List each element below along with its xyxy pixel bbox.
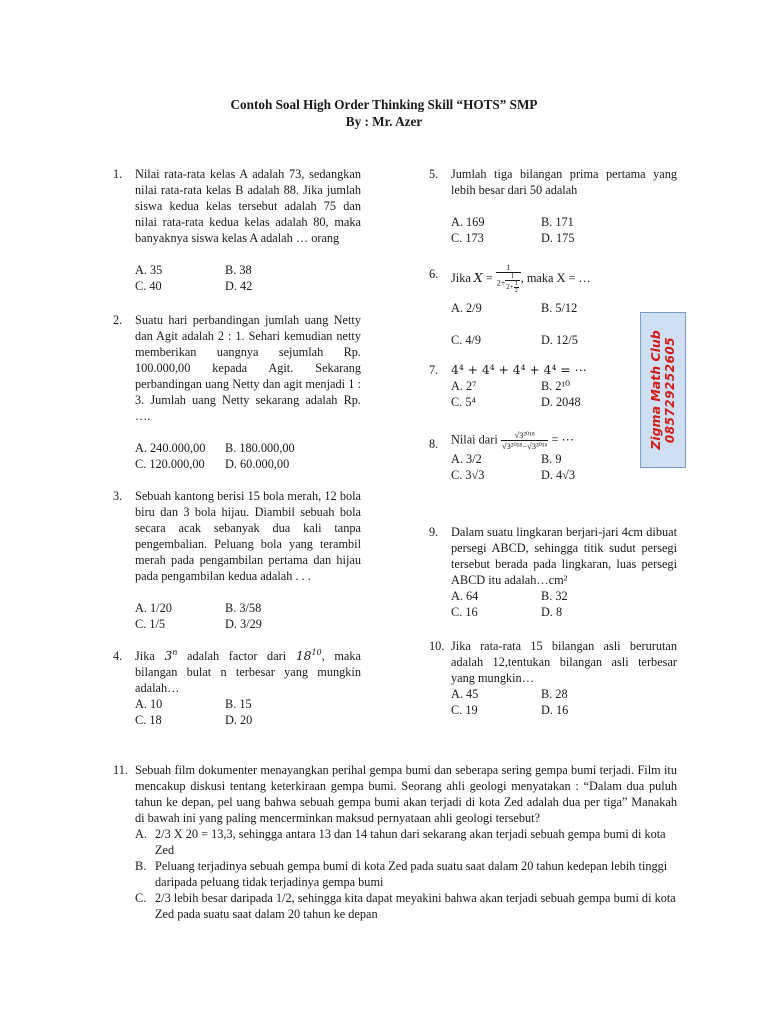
- option-a: A. 35: [135, 263, 163, 277]
- choice-text: 2/3 X 20 = 13,3, sehingga antara 13 dan 14 tahun dari sekarang akan terjadi sebuah gempa bumi di kota Zed: [155, 827, 666, 857]
- stamp-phone: 085729252605: [663, 336, 678, 444]
- power-3-n: 3$^n$: [164, 647, 178, 663]
- option-c: C. 5⁴: [451, 395, 476, 409]
- option-d: D. 8: [541, 605, 563, 619]
- question-number: 9.: [429, 525, 439, 539]
- option-a: A. 64: [451, 589, 479, 603]
- question-text: Sebuah film dokumenter menayangkan perihal gempa bumi dan seberapa sering gempa bumi terjadi. Film itu mencakup diskusi tentang keterkiraan gempa bumi. Seorang ahli geologi menyatakan : “Dalam dua puluh tahun ke depan, pel uang bahwa sebuah gempa bumi akan terjadi di kota Zed adalah dua per tiga” Manakah di bawah ini yang paling mencerminkan maksud pernyataan ahli geologi tersebut?: [135, 763, 677, 825]
- options: [135, 696, 361, 728]
- option-c: C. 16: [451, 605, 478, 619]
- question-1: [113, 166, 361, 294]
- question-4: [113, 648, 361, 728]
- options: [135, 600, 361, 632]
- options: [451, 378, 639, 410]
- option-c: C. 1/5: [135, 617, 166, 631]
- question-text: Suatu hari perbandingan jumlah uang Netty dan Agit adalah 2 : 1. Sehari kemudian netty memberikan uangnya sejumlah Rp. 100.000,00 kepada Agit. Sekarang perbandingan uang Netty dan agit menjadi 1 : 3. Jumlah uang Netty sekarang adalah Rp. ….: [135, 313, 361, 423]
- option-c: C. 4/9: [451, 333, 482, 347]
- question-number: 10.: [429, 639, 445, 653]
- question-number: 6.: [429, 267, 439, 281]
- option-c: C. 120.000,00: [135, 457, 205, 471]
- option-b: B. 32: [541, 589, 568, 603]
- question-text: Jika X = 1 2+ 1 2+ $\frac{1}{2}$ , maka X = …: [451, 263, 591, 294]
- option-a: A. 240.000,00: [135, 441, 206, 455]
- question-number: 5.: [429, 167, 439, 181]
- option-d: D. 12/5: [541, 333, 578, 347]
- question-6: [429, 264, 639, 348]
- power-18-10: $18^{10}$: [295, 647, 322, 663]
- question-number: 4.: [113, 649, 123, 663]
- question-text: Jumlah tiga bilangan prima pertama yang lebih besar dari 50 adalah: [451, 167, 677, 197]
- option-d: D. 175: [541, 231, 575, 245]
- options: [135, 440, 361, 472]
- option-c: C. 40: [135, 279, 162, 293]
- question-3: [113, 488, 361, 632]
- choice-label: A.: [135, 827, 147, 841]
- option-a: A. 45: [451, 687, 479, 701]
- option-a: A. 3/2: [451, 452, 482, 466]
- option-b: B. 180.000,00: [225, 441, 295, 455]
- option-b: B. 2¹⁰: [541, 379, 571, 393]
- question-text: Sebuah kantong berisi 15 bola merah, 12 bola biru dan 3 bola hijau. Diambil sebuah bola secara acak sebanyak dua kali tanpa pengembalian. Peluang bola yang terambil merah pada pengambilan pertama dan hijau pada pengambilan kedua adalah . . .: [135, 489, 361, 583]
- option-b: B. 171: [541, 215, 574, 229]
- question-5: [429, 166, 677, 246]
- question-text: Jika 3$^n$ adalah factor dari $18^{10}$, maka bilangan bulat n terbesar yang mungkin adalah…: [135, 647, 361, 695]
- option-c: C. 173: [451, 231, 484, 245]
- option-a: A. 10: [135, 697, 163, 711]
- option-b: B. 28: [541, 687, 568, 701]
- choice-a: [135, 826, 677, 858]
- options: [451, 686, 677, 718]
- option-b: B. 5/12: [541, 301, 578, 315]
- author-line: By : Mr. Azer: [345, 114, 423, 129]
- option-d: D. 16: [541, 703, 569, 717]
- choice-label: B.: [135, 859, 147, 873]
- option-d: D. 42: [225, 279, 253, 293]
- options: [135, 262, 361, 294]
- question-expression: 4⁴ + 4⁴ + 4⁴ + 4⁴ = ⋯: [451, 363, 587, 377]
- fraction: $\frac{\text{√3²⁰¹⁸}}{\text{√3²⁰¹⁸−√3²⁰¹⁶}}$: [501, 430, 548, 451]
- choice-label: C.: [135, 891, 147, 905]
- question-number: 7.: [429, 363, 439, 377]
- option-a: A. 2/9: [451, 301, 482, 315]
- question-number: 8.: [429, 437, 439, 451]
- choice-text: 2/3 lebih besar daripada 1/2, sehingga kita dapat meyakini bahwa akan terjadi sebuah gempa bumi di kota Zed pada suatu saat dalam 20 tahun ke depan: [155, 891, 676, 921]
- question-10: [429, 638, 677, 718]
- question-8: [429, 430, 639, 483]
- question-number: 11.: [113, 763, 128, 777]
- choice-text: Peluang terjadinya sebuah gempa bumi di kota Zed pada suatu saat dalam 20 tahun kedepan lebih tinggi daripada peluang tidak terjadinya gempa bumi: [155, 859, 668, 889]
- title-line: Contoh Soal High Order Thinking Skill “HOTS” SMP: [230, 97, 538, 112]
- document-title: [0, 96, 768, 130]
- options: [451, 451, 639, 483]
- option-d: D. 2048: [541, 395, 581, 409]
- option-c: C. 18: [135, 713, 162, 727]
- option-c: C. 19: [451, 703, 478, 717]
- option-b: B. 9: [541, 452, 562, 466]
- question-9: [429, 524, 677, 620]
- question-text: Nilai dari $\frac{\text{√3²⁰¹⁸}}{\text{√3²⁰¹⁸−√3²⁰¹⁶}}$ = ⋯: [451, 430, 574, 451]
- question-2: [113, 312, 361, 472]
- question-text: Jika rata-rata 15 bilangan asli berurutan adalah 12,tentukan bilangan asli terbesar yang mungkin…: [451, 639, 677, 685]
- choice-c: [135, 890, 677, 922]
- question-number: 2.: [113, 313, 123, 327]
- option-b: B. 15: [225, 697, 252, 711]
- options: [451, 214, 677, 246]
- option-c: C. 3√3: [451, 468, 485, 482]
- continued-fraction: 1 2+ 1 2+ $\frac{1}{2}$: [496, 264, 521, 294]
- stamp-club-name: Zigma Math Club: [648, 330, 664, 450]
- question-number: 1.: [113, 167, 123, 181]
- question-number: 3.: [113, 489, 123, 503]
- option-b: B. 3/58: [225, 601, 262, 615]
- question-text: Dalam suatu lingkaran berjari-jari 4cm dibuat persegi ABCD, sehingga titik sudut persegi tersebut berada pada lingkaran, luas persegi ABCD itu adalah…cm²: [451, 525, 677, 587]
- club-stamp: [640, 312, 686, 468]
- option-a: A. 1/20: [135, 601, 172, 615]
- options: [451, 588, 677, 620]
- option-a: A. 2⁷: [451, 379, 477, 393]
- option-d: D. 3/29: [225, 617, 262, 631]
- question-7: [429, 362, 639, 410]
- question-11: [113, 762, 677, 922]
- option-d: D. 20: [225, 713, 253, 727]
- option-b: B. 38: [225, 263, 252, 277]
- question-text: Nilai rata-rata kelas A adalah 73, sedangkan nilai rata-rata kelas B adalah 88. Jika jumlah siswa kedua kelas tersebut adalah 75 dan nilai rata-rata kedua kelas adalah 80, maka banyaknya siswa kelas A adalah … orang: [135, 167, 361, 245]
- options: [451, 300, 639, 348]
- choice-b: [135, 858, 677, 890]
- option-d: D. 60.000,00: [225, 457, 290, 471]
- option-d: D. 4√3: [541, 468, 576, 482]
- option-a: A. 169: [451, 215, 485, 229]
